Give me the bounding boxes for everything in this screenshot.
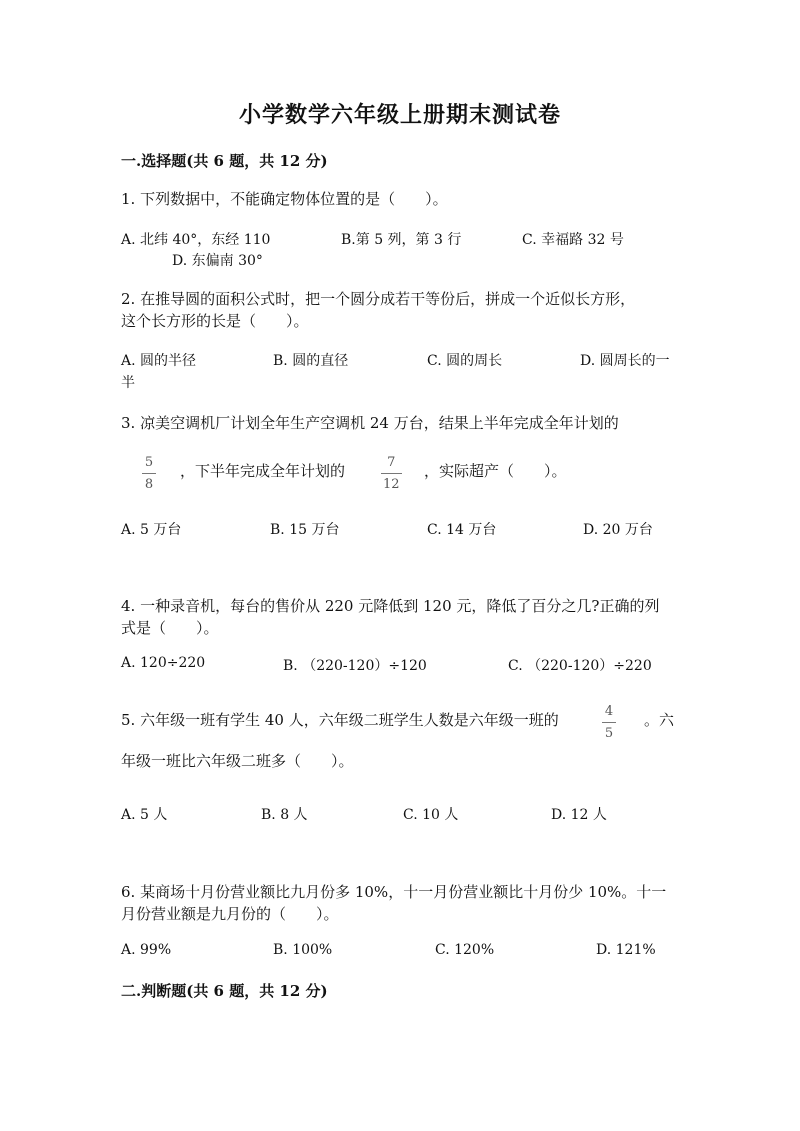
question-3-option-a: A. 5 万台 <box>121 522 182 538</box>
fraction-numerator: 5 <box>144 455 154 470</box>
question-1-stem: 1. 下列数据中，不能确定物体位置的是（ ）。 <box>121 190 448 208</box>
fraction-denominator: 5 <box>604 726 614 741</box>
question-5-line-1: 5. 六年级一班有学生 40 人，六年级二班学生人数是六年级一班的 <box>121 711 559 729</box>
question-2-line-1: 2. 在推导圆的面积公式时，把一个圆分成若干等份后，拼成一个近似长方形， <box>121 290 636 308</box>
question-5-fraction <box>602 705 616 740</box>
question-4-line-1: 4. 一种录音机，每台的售价从 220 元降低到 120 元，降低了百分之几?正确的列 <box>121 597 660 615</box>
question-5-option-a: A. 5 人 <box>121 807 168 823</box>
question-5-end-text: 。六 <box>644 711 675 729</box>
page-title: 小学数学六年级上册期末测试卷 <box>238 102 561 128</box>
question-4-option-c: C. （220-120）÷220 <box>508 658 652 674</box>
question-3-option-b: B. 15 万台 <box>270 522 340 538</box>
question-2-option-d-continued: 半 <box>121 375 135 391</box>
question-6-line-2: 月份营业额是九月份的（ ）。 <box>121 905 339 923</box>
question-5-option-b: B. 8 人 <box>261 807 308 823</box>
question-3-line-1: 3. 凉美空调机厂计划全年生产空调机 24 万台，结果上半年完成全年计划的 <box>121 414 619 432</box>
question-5-line-2: 年级一班比六年级二班多（ ）。 <box>121 752 354 770</box>
question-6-option-c: C. 120% <box>435 942 495 958</box>
question-4-option-b: B. （220-120）÷120 <box>283 658 427 674</box>
question-3-option-c: C. 14 万台 <box>427 522 497 538</box>
fraction-denominator: 8 <box>144 477 154 492</box>
question-1-option-d: D. 东偏南 30° <box>172 253 263 269</box>
question-2-option-a: A. 圆的半径 <box>121 353 197 369</box>
question-6-option-b: B. 100% <box>273 942 333 958</box>
question-2-option-c: C. 圆的周长 <box>427 353 503 369</box>
question-3-end-text: ，实际超产（ ）。 <box>424 462 567 480</box>
question-2-option-d: D. 圆周长的一 <box>580 353 670 369</box>
fraction-bar <box>142 473 156 474</box>
fraction-numerator: 7 <box>387 455 396 470</box>
question-3-fraction-1 <box>142 456 156 491</box>
question-5-option-c: C. 10 人 <box>403 807 459 823</box>
section-heading-choice: 一.选择题(共 6 题，共 12 分) <box>121 152 328 170</box>
question-5-option-d: D. 12 人 <box>551 807 607 823</box>
question-1-option-c: C. 幸福路 32 号 <box>522 232 624 248</box>
section-heading-judgement: 二.判断题(共 6 题，共 12 分) <box>121 982 328 1000</box>
question-3-fraction-2 <box>381 456 402 491</box>
question-6-line-1: 6. 某商场十月份营业额比九月份多 10%，十一月份营业额比十月份少 10%。十一 <box>121 883 667 901</box>
question-1-option-a: A. 北纬 40°，东经 110 <box>121 232 271 248</box>
fraction-bar <box>381 473 402 474</box>
fraction-bar <box>602 722 616 723</box>
question-3-option-d: D. 20 万台 <box>583 522 653 538</box>
question-6-option-a: A. 99% <box>121 942 172 958</box>
question-4-option-a: A. 120÷220 <box>121 655 206 671</box>
question-4-line-2: 式是（ ）。 <box>121 619 219 637</box>
question-2-option-b: B. 圆的直径 <box>273 353 349 369</box>
question-2-line-2: 这个长方形的长是（ ）。 <box>121 312 309 330</box>
question-6-option-d: D. 121% <box>596 942 656 958</box>
fraction-numerator: 4 <box>604 704 614 719</box>
fraction-denominator: 12 <box>383 477 400 492</box>
question-1-option-b: B.第 5 列，第 3 行 <box>341 232 462 248</box>
question-3-middle-text: ，下半年完成全年计划的 <box>180 462 346 480</box>
